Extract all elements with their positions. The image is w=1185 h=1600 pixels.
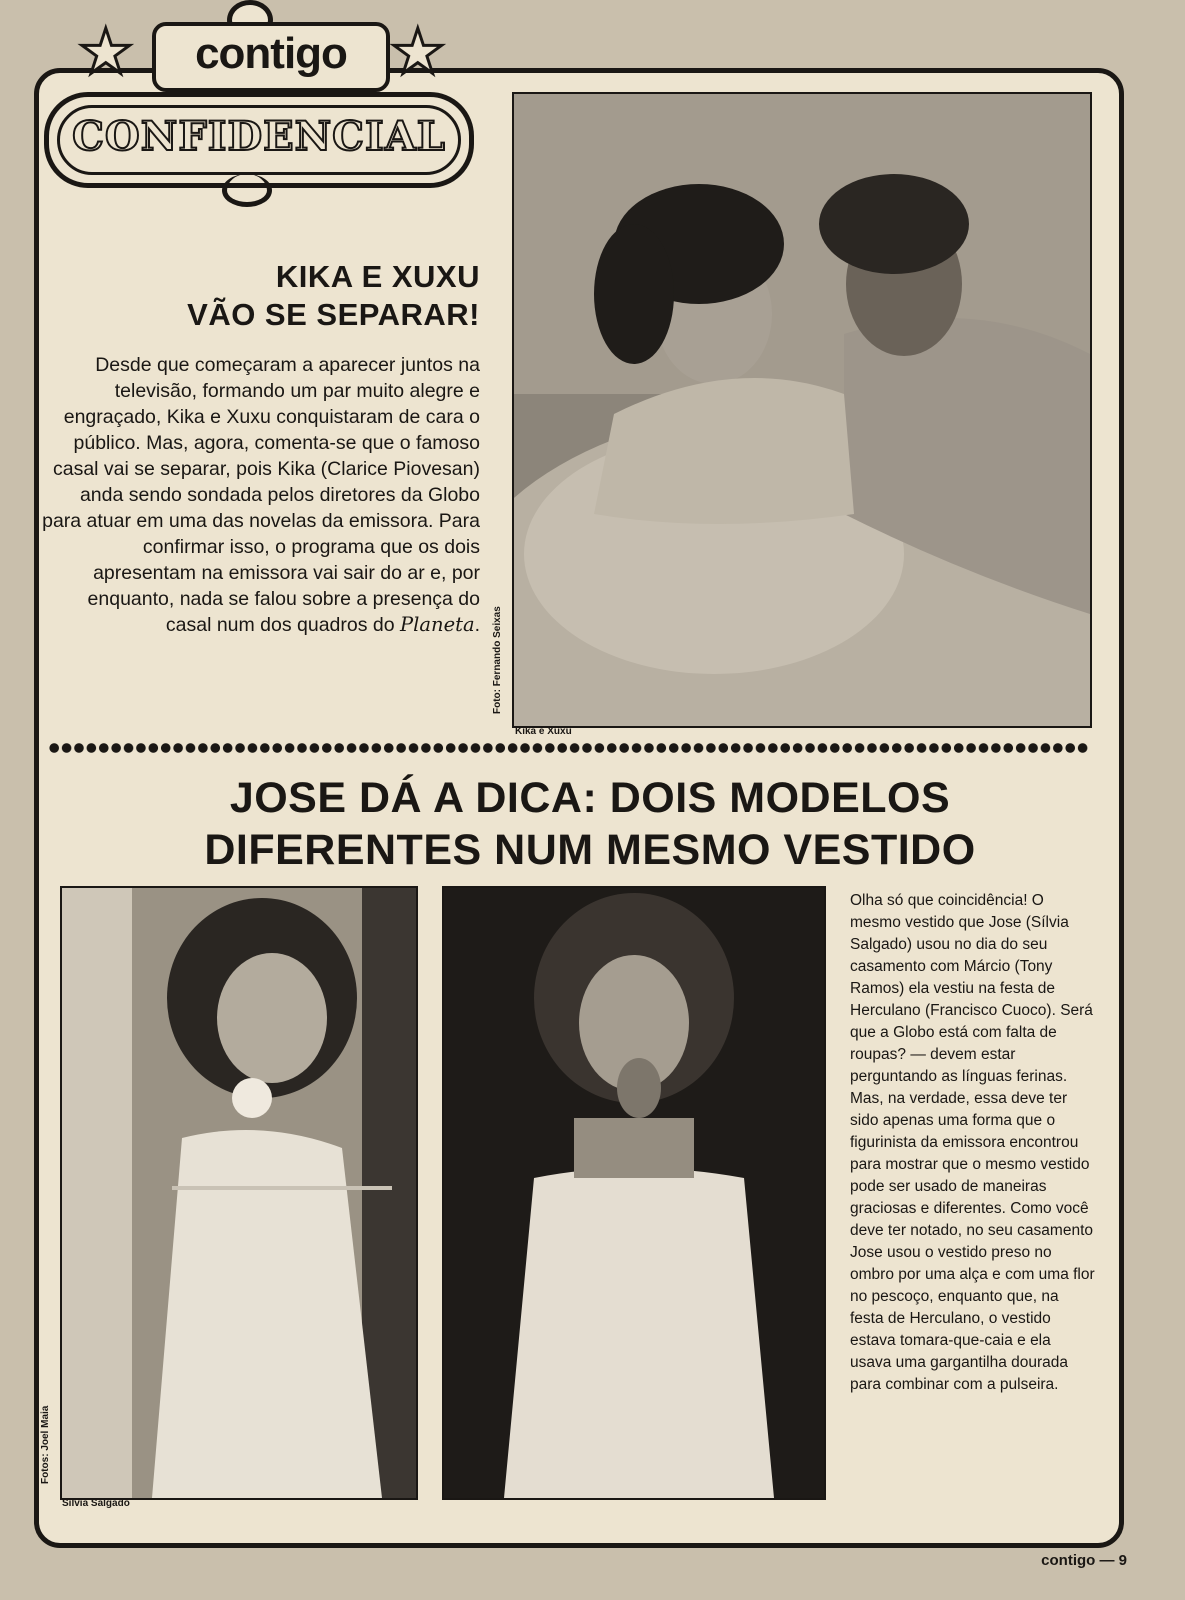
story1-headline-line1: KIKA E XUXU bbox=[275, 259, 480, 294]
story2-photo-caption: Sílvia Salgado bbox=[62, 1498, 130, 1509]
story2-headline-line1: JOSE DÁ A DICA: DOIS MODELOS bbox=[229, 774, 951, 822]
story1-body-italic: Planeta bbox=[400, 613, 475, 636]
story2-headline-line2: DIFERENTES NUM MESMO VESTIDO bbox=[204, 826, 976, 874]
star-left-icon: ★ bbox=[78, 18, 134, 87]
photo-jose-party bbox=[442, 886, 826, 1500]
footer-page-number: 9 bbox=[1118, 1552, 1127, 1569]
story2-body-text: Olha só que coincidência! O mesmo vestido que Jose (Sílvia Salgado) usou no dia do seu casamento com Márcio (Tony Ramos) ela vestiu na festa de Herculano (Francisco Cuoco). Será que a Globo está com falta de roupas? — devem estar perguntando as línguas ferinas. Mas, na verdade, essa deve ter sido apenas uma forma que o figurinista da emissora encontrou para mostrar que o mesmo vestido pode ser usado de maneiras graciosas e diferentes. Como você deve ter notado, no seu casamento Jose usou o vestido preso no ombro por uma alça e com uma flor no pescoço, enquanto que, na festa de Herculano, o vestido estava tomara-que-caia e ela usava uma gargantilha dourada para combinar com a pulseira. bbox=[850, 892, 1095, 1393]
story1-photo-caption: Kika e Xuxu bbox=[515, 726, 572, 737]
story2-body bbox=[850, 890, 1095, 1396]
photo-jose-wedding-image bbox=[62, 888, 416, 1498]
masthead-brand-box bbox=[152, 22, 390, 92]
footer-separator: — bbox=[1099, 1552, 1115, 1569]
story2-photo-credit: Fotos: Joel Maia bbox=[40, 1405, 51, 1484]
story1-photo-credit: Foto: Fernando Seixas bbox=[492, 606, 503, 714]
masthead-section: CONFIDENCIAL bbox=[72, 113, 446, 160]
photo-kika-xuxu-image bbox=[514, 94, 1090, 726]
logo-ring-bottom bbox=[222, 174, 272, 207]
story1-headline-line2: VÃO SE SEPARAR! bbox=[187, 297, 480, 332]
photo-kika-xuxu bbox=[512, 92, 1092, 728]
footer-brand: contigo bbox=[1041, 1552, 1096, 1569]
photo-jose-party-image bbox=[444, 888, 824, 1498]
story2-headline bbox=[40, 772, 1140, 876]
masthead-brand: contigo bbox=[195, 29, 347, 78]
photo-jose-wedding bbox=[60, 886, 418, 1500]
story1-headline bbox=[120, 258, 480, 334]
star-right-icon: ★ bbox=[390, 18, 446, 87]
story1-body-end: . bbox=[474, 614, 480, 636]
masthead-section-band bbox=[44, 92, 474, 188]
page-footer bbox=[1041, 1552, 1127, 1569]
story1-body bbox=[40, 352, 480, 638]
dotted-divider bbox=[48, 741, 1088, 755]
story1-body-text: Desde que começaram a aparecer juntos na televisão, formando um par muito alegre e engraçado, Kika e Xuxu conquistaram de cara o público. Mas, agora, comenta-se que o famoso casal vai se separar, pois Kika (Clarice Piovesan) anda sendo sondada pelos diretores da Globo para atuar em uma das novelas da emissora. Para confirmar isso, o programa que os dois apresentam na emissora vai sair do ar e, por enquanto, nada se falou sobre a presença do casal num dos quadros do bbox=[42, 354, 480, 636]
